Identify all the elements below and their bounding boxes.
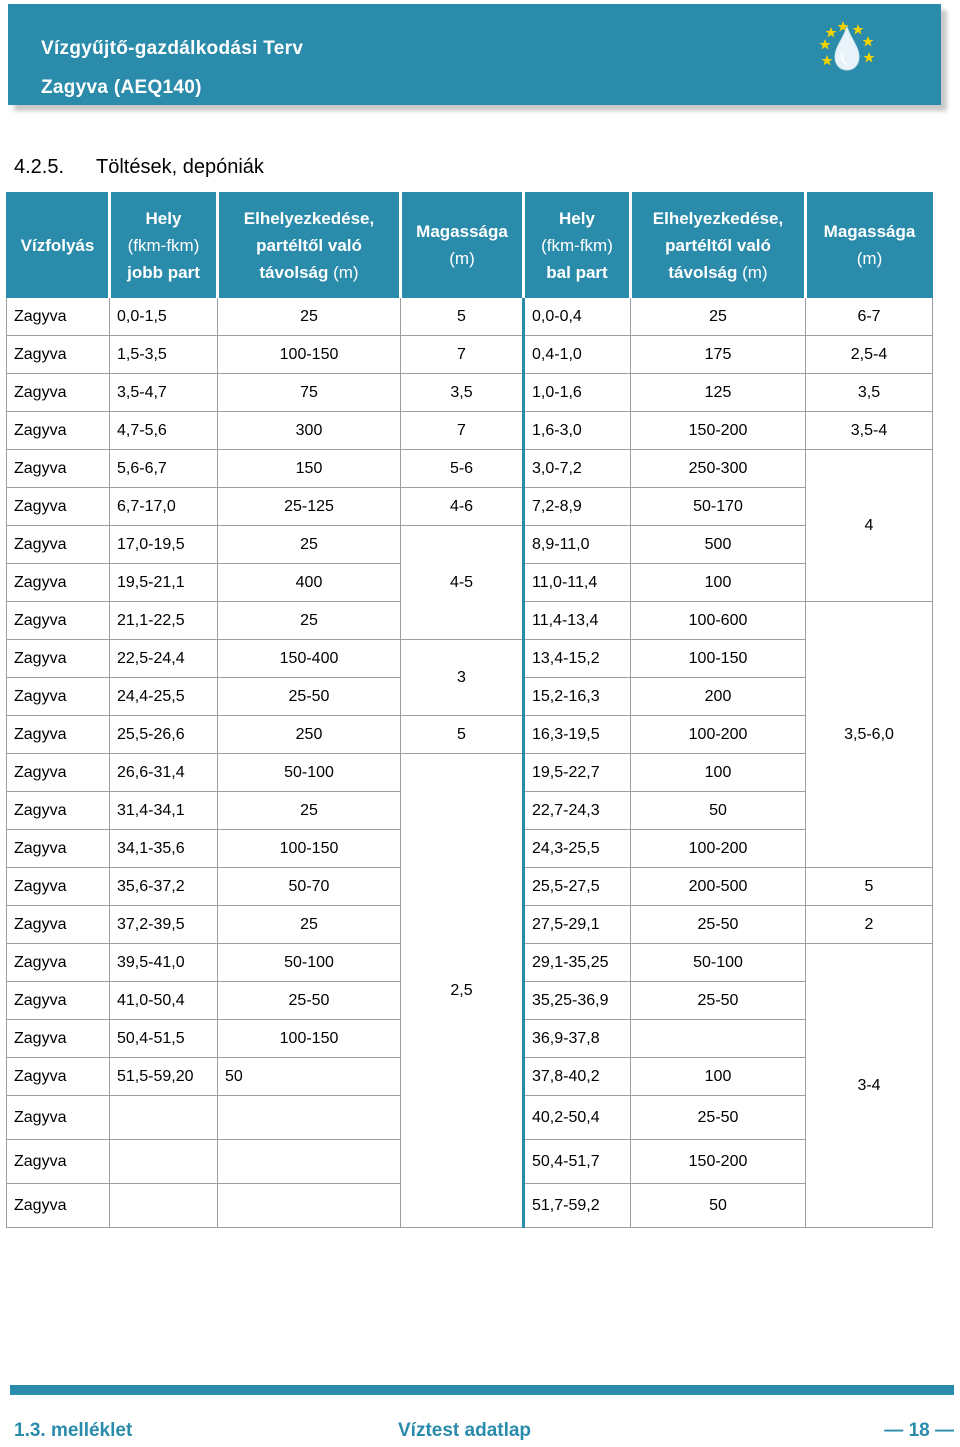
cell-hely-bal: 22,7-24,3 — [524, 792, 631, 830]
cell-hely-jobb: 34,1-35,6 — [110, 830, 218, 868]
cell-hely-bal: 50,4-51,7 — [524, 1140, 631, 1184]
cell-tav-bal: 500 — [631, 526, 806, 564]
cell-tav-bal: 250-300 — [631, 450, 806, 488]
cell-hely-bal: 36,9-37,8 — [524, 1020, 631, 1058]
cell-mag-jobb: 4-6 — [401, 488, 524, 526]
cell-tav-bal: 100-200 — [631, 830, 806, 868]
cell-tav-bal: 125 — [631, 374, 806, 412]
table-row — [7, 526, 933, 564]
cell-hely-bal: 24,3-25,5 — [524, 830, 631, 868]
cell-tav-bal: 150-200 — [631, 1140, 806, 1184]
cell-hely-jobb — [110, 1096, 218, 1140]
footer-document-label: Víztest adatlap — [398, 1420, 532, 1441]
cell-mag-jobb: 5 — [401, 298, 524, 336]
cell-tav-bal: 200 — [631, 678, 806, 716]
cell-river: Zagyva — [7, 792, 110, 830]
cell-hely-jobb: 35,6-37,2 — [110, 868, 218, 906]
cell-hely-jobb: 25,5-26,6 — [110, 716, 218, 754]
cell-mag-jobb: 3,5 — [401, 374, 524, 412]
cell-hely-bal: 16,3-19,5 — [524, 716, 631, 754]
cell-tav-jobb: 50 — [218, 1058, 401, 1096]
embankment-table — [6, 192, 933, 1228]
cell-hely-jobb: 4,7-5,6 — [110, 412, 218, 450]
footer-annex-label: 1.3. melléklet — [14, 1420, 133, 1441]
cell-river: Zagyva — [7, 906, 110, 944]
cell-tav-jobb: 75 — [218, 374, 401, 412]
table-row — [7, 488, 933, 526]
table-row — [7, 412, 933, 450]
cell-tav-bal: 50 — [631, 792, 806, 830]
cell-tav-bal: 50-100 — [631, 944, 806, 982]
cell-tav-jobb: 100-150 — [218, 830, 401, 868]
cell-river: Zagyva — [7, 1096, 110, 1140]
cell-river: Zagyva — [7, 944, 110, 982]
cell-hely-bal: 3,0-7,2 — [524, 450, 631, 488]
cell-tav-bal: 100 — [631, 1058, 806, 1096]
cell-mag-jobb: 2,5 — [401, 754, 524, 1228]
cell-tav-bal: 150-200 — [631, 412, 806, 450]
cell-tav-bal: 100-600 — [631, 602, 806, 640]
cell-hely-jobb: 26,6-31,4 — [110, 754, 218, 792]
cell-mag-jobb: 4-5 — [401, 526, 524, 640]
cell-mag-jobb: 7 — [401, 412, 524, 450]
cell-hely-jobb: 21,1-22,5 — [110, 602, 218, 640]
cell-tav-bal: 25-50 — [631, 982, 806, 1020]
cell-tav-bal: 175 — [631, 336, 806, 374]
cell-river: Zagyva — [7, 602, 110, 640]
cell-mag-bal: 2 — [806, 906, 933, 944]
cell-hely-jobb: 37,2-39,5 — [110, 906, 218, 944]
cell-mag-bal: 3,5-6,0 — [806, 602, 933, 868]
cell-hely-jobb: 22,5-24,4 — [110, 640, 218, 678]
cell-river: Zagyva — [7, 526, 110, 564]
cell-tav-jobb: 25 — [218, 792, 401, 830]
cell-hely-jobb: 3,5-4,7 — [110, 374, 218, 412]
table-row — [7, 450, 933, 488]
header-elhelyezkedes-jobb: Elhelyezkedése, partéltől való távolság (m) — [218, 193, 401, 298]
cell-tav-bal: 200-500 — [631, 868, 806, 906]
cell-river: Zagyva — [7, 830, 110, 868]
cell-river: Zagyva — [7, 640, 110, 678]
cell-hely-bal: 15,2-16,3 — [524, 678, 631, 716]
cell-tav-jobb: 25-125 — [218, 488, 401, 526]
cell-hely-bal: 27,5-29,1 — [524, 906, 631, 944]
cell-river: Zagyva — [7, 1020, 110, 1058]
cell-tav-jobb: 25-50 — [218, 982, 401, 1020]
cell-hely-bal: 8,9-11,0 — [524, 526, 631, 564]
cell-hely-jobb: 19,5-21,1 — [110, 564, 218, 602]
cell-river: Zagyva — [7, 1058, 110, 1096]
header-magassag-bal: Magassága (m) — [806, 193, 933, 298]
cell-hely-bal: 25,5-27,5 — [524, 868, 631, 906]
cell-hely-bal: 0,0-0,4 — [524, 298, 631, 336]
cell-river: Zagyva — [7, 678, 110, 716]
cell-mag-jobb: 3 — [401, 640, 524, 716]
cell-hely-jobb: 6,7-17,0 — [110, 488, 218, 526]
cell-hely-jobb: 51,5-59,20 — [110, 1058, 218, 1096]
cell-tav-jobb — [218, 1140, 401, 1184]
cell-hely-bal: 37,8-40,2 — [524, 1058, 631, 1096]
cell-river: Zagyva — [7, 1184, 110, 1228]
table-row — [7, 374, 933, 412]
page-number: — 18 — — [884, 1420, 954, 1441]
cell-river: Zagyva — [7, 868, 110, 906]
cell-tav-jobb: 400 — [218, 564, 401, 602]
cell-mag-bal: 3,5-4 — [806, 412, 933, 450]
cell-tav-jobb: 300 — [218, 412, 401, 450]
cell-hely-bal: 29,1-35,25 — [524, 944, 631, 982]
cell-tav-jobb: 50-70 — [218, 868, 401, 906]
cell-tav-bal: 50 — [631, 1184, 806, 1228]
cell-tav-jobb: 50-100 — [218, 944, 401, 982]
cell-hely-bal: 11,4-13,4 — [524, 602, 631, 640]
cell-tav-jobb: 50-100 — [218, 754, 401, 792]
cell-river: Zagyva — [7, 716, 110, 754]
cell-hely-bal: 13,4-15,2 — [524, 640, 631, 678]
cell-hely-jobb: 0,0-1,5 — [110, 298, 218, 336]
cell-river: Zagyva — [7, 336, 110, 374]
header-elhelyezkedes-bal: Elhelyezkedése, partéltől való távolság (m) — [631, 193, 806, 298]
cell-river: Zagyva — [7, 450, 110, 488]
header-banner — [8, 4, 941, 105]
header-hely-jobb: Hely (fkm-fkm) jobb part — [110, 193, 218, 298]
cell-hely-bal: 7,2-8,9 — [524, 488, 631, 526]
table-row — [7, 754, 933, 792]
cell-tav-bal: 50-170 — [631, 488, 806, 526]
cell-mag-bal: 6-7 — [806, 298, 933, 336]
cell-mag-bal: 3-4 — [806, 944, 933, 1228]
cell-hely-jobb: 5,6-6,7 — [110, 450, 218, 488]
header-magassag-jobb: Magassága (m) — [401, 193, 524, 298]
cell-tav-jobb: 150-400 — [218, 640, 401, 678]
cell-hely-jobb — [110, 1140, 218, 1184]
cell-mag-jobb: 5-6 — [401, 450, 524, 488]
cell-mag-bal: 5 — [806, 868, 933, 906]
footer-divider — [10, 1385, 954, 1395]
cell-hely-bal: 1,6-3,0 — [524, 412, 631, 450]
cell-river: Zagyva — [7, 488, 110, 526]
cell-river: Zagyva — [7, 1140, 110, 1184]
cell-hely-bal: 0,4-1,0 — [524, 336, 631, 374]
table-header-row — [7, 193, 933, 298]
cell-hely-jobb: 41,0-50,4 — [110, 982, 218, 1020]
cell-hely-bal: 40,2-50,4 — [524, 1096, 631, 1140]
water-drop-eu-stars-logo — [811, 13, 883, 77]
cell-river: Zagyva — [7, 298, 110, 336]
cell-tav-jobb: 25 — [218, 906, 401, 944]
header-hely-bal: Hely (fkm-fkm) bal part — [524, 193, 631, 298]
cell-tav-jobb — [218, 1096, 401, 1140]
cell-tav-jobb: 100-150 — [218, 1020, 401, 1058]
cell-hely-bal: 35,25-36,9 — [524, 982, 631, 1020]
document-subtitle: Zagyva (AEQ140) — [41, 77, 202, 98]
cell-tav-bal: 100 — [631, 754, 806, 792]
cell-tav-bal — [631, 1020, 806, 1058]
cell-tav-jobb: 25-50 — [218, 678, 401, 716]
cell-hely-bal: 11,0-11,4 — [524, 564, 631, 602]
cell-river: Zagyva — [7, 564, 110, 602]
cell-hely-jobb: 50,4-51,5 — [110, 1020, 218, 1058]
cell-tav-bal: 25 — [631, 298, 806, 336]
cell-hely-jobb: 39,5-41,0 — [110, 944, 218, 982]
cell-tav-jobb: 250 — [218, 716, 401, 754]
cell-tav-jobb — [218, 1184, 401, 1228]
table-row — [7, 298, 933, 336]
table-row — [7, 336, 933, 374]
cell-mag-jobb: 5 — [401, 716, 524, 754]
document-title: Vízgyűjtő-gazdálkodási Terv — [41, 38, 304, 59]
cell-tav-jobb: 25 — [218, 298, 401, 336]
cell-river: Zagyva — [7, 982, 110, 1020]
cell-tav-jobb: 25 — [218, 526, 401, 564]
cell-hely-jobb — [110, 1184, 218, 1228]
cell-river: Zagyva — [7, 754, 110, 792]
cell-tav-bal: 100-200 — [631, 716, 806, 754]
cell-mag-jobb: 7 — [401, 336, 524, 374]
table-row — [7, 716, 933, 754]
cell-tav-bal: 100 — [631, 564, 806, 602]
cell-mag-bal: 2,5-4 — [806, 336, 933, 374]
cell-tav-jobb: 25 — [218, 602, 401, 640]
cell-river: Zagyva — [7, 412, 110, 450]
cell-river: Zagyva — [7, 374, 110, 412]
section-title: Töltések, depóniák — [96, 156, 264, 178]
cell-hely-jobb: 24,4-25,5 — [110, 678, 218, 716]
cell-tav-bal: 100-150 — [631, 640, 806, 678]
cell-hely-bal: 51,7-59,2 — [524, 1184, 631, 1228]
cell-tav-bal: 25-50 — [631, 906, 806, 944]
cell-tav-jobb: 150 — [218, 450, 401, 488]
cell-tav-bal: 25-50 — [631, 1096, 806, 1140]
header-vizfolyas: Vízfolyás — [7, 193, 110, 298]
cell-hely-bal: 19,5-22,7 — [524, 754, 631, 792]
cell-tav-jobb: 100-150 — [218, 336, 401, 374]
section-number: 4.2.5. — [14, 156, 65, 178]
cell-hely-jobb: 31,4-34,1 — [110, 792, 218, 830]
cell-hely-jobb: 17,0-19,5 — [110, 526, 218, 564]
cell-mag-bal: 4 — [806, 450, 933, 602]
cell-mag-bal: 3,5 — [806, 374, 933, 412]
cell-hely-bal: 1,0-1,6 — [524, 374, 631, 412]
cell-hely-jobb: 1,5-3,5 — [110, 336, 218, 374]
table-row — [7, 640, 933, 678]
